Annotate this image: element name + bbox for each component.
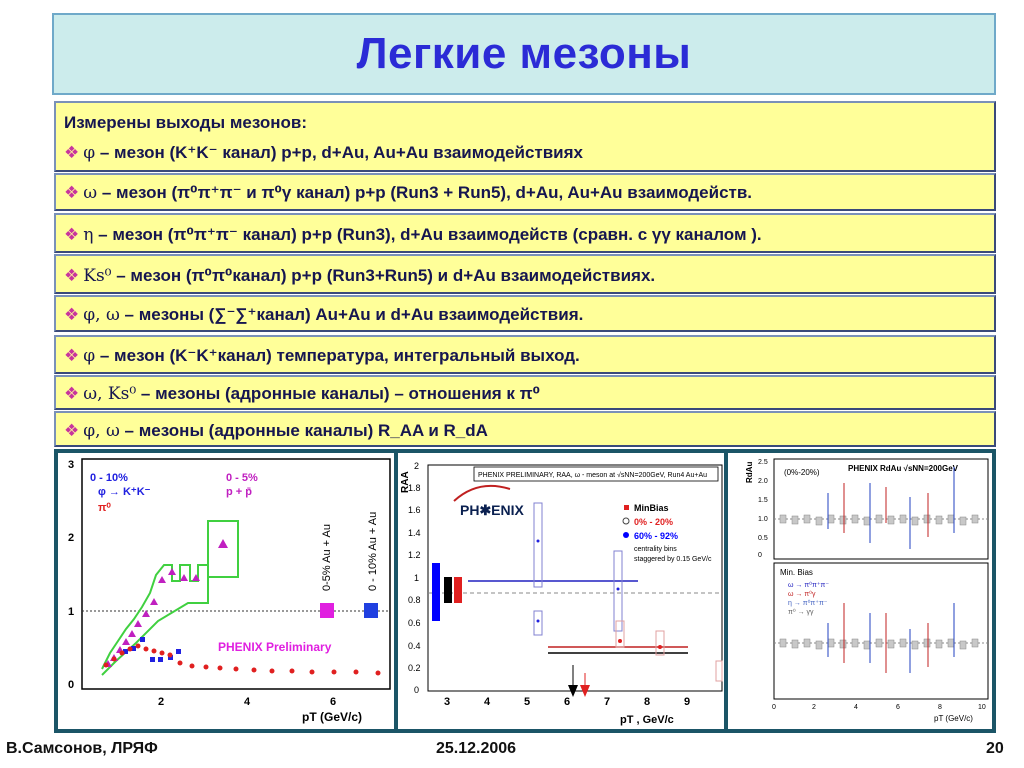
x-tick: 8	[644, 696, 651, 708]
list-item	[64, 225, 762, 245]
x-tick: 5	[524, 696, 531, 708]
intro-box	[54, 101, 996, 172]
item-box	[54, 375, 996, 410]
legend-phi: φ → K⁺K⁻	[98, 486, 151, 498]
y-tick: 0	[758, 552, 762, 559]
meson-symbol: η	[83, 225, 94, 245]
bullet-icon: ❖	[64, 266, 80, 285]
legend-peripheral: 60% - 92%	[634, 531, 679, 541]
bullet-icon: ❖	[64, 346, 80, 365]
item-text: – мезон (π⁰π⁺π⁻ канал) p+p (Run3), d+Au взаимодейств (сравн. с γγ каналом ).	[93, 225, 762, 244]
list-item	[64, 346, 580, 366]
item-box	[54, 173, 996, 211]
x-tick: 9	[684, 696, 691, 708]
y-tick: 2.0	[758, 478, 768, 485]
x-tick: 4	[484, 696, 491, 708]
list-item	[64, 266, 655, 286]
centrality-label: (0%-20%)	[784, 468, 820, 477]
rotated-label: 0-5% Au + Au	[321, 524, 333, 591]
bullet-icon: ❖	[64, 384, 80, 403]
list-item	[64, 421, 488, 441]
omega-raa-plot	[398, 453, 724, 729]
y-tick: 0.5	[758, 535, 768, 542]
y-tick: 2	[414, 461, 420, 471]
legend-entry: π⁰ → γγ	[788, 609, 814, 616]
y-tick: 0.8	[408, 595, 421, 605]
rotated-label: 0 - 10% Au + Au	[367, 511, 379, 591]
centrality-note: centrality bins	[634, 546, 677, 553]
slide-title: Легкие мезоны	[356, 29, 692, 78]
legend-pp-centrality: 0 - 5%	[226, 472, 258, 484]
x-tick: 3	[444, 696, 451, 708]
legend-entry: η → π⁰π⁺π⁻	[788, 600, 828, 607]
y-tick: 1.4	[408, 528, 421, 538]
x-tick: 6	[564, 696, 571, 708]
legend-entry: ω → π⁰γ	[788, 591, 816, 598]
x-tick: 4	[244, 696, 251, 708]
y-tick: 1	[414, 573, 420, 583]
x-tick: 10	[978, 704, 986, 711]
meson-symbol: ω, Ks⁰	[83, 384, 137, 404]
y-tick: 1.2	[408, 550, 421, 560]
legend-central: 0% - 20%	[634, 517, 674, 527]
item-box	[54, 411, 996, 447]
item-box	[54, 213, 996, 253]
y-tick: 0.4	[408, 641, 421, 651]
y-tick: 2	[68, 532, 75, 544]
item-box	[54, 295, 996, 332]
minbias-label: Min. Bias	[780, 568, 813, 577]
y-tick: 0	[68, 679, 75, 691]
y-tick: 0.2	[408, 663, 421, 673]
legend-centrality: 0 - 10%	[90, 472, 128, 484]
bullet-icon: ❖	[64, 225, 80, 244]
y-tick: 1.6	[408, 505, 421, 515]
y-axis-label: RAA	[400, 471, 411, 493]
item-text: – мезоны (адронные каналы) – отношения к π⁰	[136, 384, 541, 403]
bullet-icon: ❖	[64, 143, 80, 162]
legend-ppbar: p + p̄	[226, 486, 252, 498]
legend-entry: ω → π⁰π⁺π⁻	[788, 582, 830, 589]
item-text: – мезоны (адронные каналы) R_AA и R_dA	[119, 421, 488, 440]
meson-symbol: Ks⁰	[83, 266, 112, 286]
bullet-icon: ❖	[64, 421, 80, 440]
y-tick: 1.8	[408, 483, 421, 493]
list-item	[64, 305, 583, 325]
stagger-note: staggered by 0.15 GeV/c	[634, 556, 712, 563]
y-tick: 1.0	[758, 516, 768, 523]
rdau-plot	[728, 453, 992, 729]
y-tick: 3	[68, 459, 75, 471]
x-tick: 2	[812, 704, 816, 711]
footer-date: 25.12.2006	[436, 740, 517, 757]
item-text: – мезон (K⁺K⁻ канал) p+p, d+Au, Au+Au взаимодействиях	[95, 143, 583, 162]
x-tick: 6	[896, 704, 900, 711]
list-item	[64, 143, 583, 163]
y-tick: 1	[68, 606, 75, 618]
intro-text: Измерены выходы мезонов:	[64, 113, 308, 132]
item-text: – мезон (π⁰π⁰канал) p+p (Run3+Run5) и d+Au взаимодействиях.	[111, 266, 656, 285]
x-axis-label: pT (GeV/c)	[934, 714, 973, 723]
bullet-icon: ❖	[64, 183, 80, 202]
preliminary-label: PHENIX Preliminary	[218, 640, 332, 654]
meson-symbol: φ	[83, 143, 96, 163]
item-text: – мезоны (∑⁻∑⁺канал) Au+Au и d+Au взаимодействия.	[119, 305, 584, 324]
y-tick: 2.5	[758, 459, 768, 466]
meson-symbol: ω	[83, 183, 98, 203]
x-tick: 2	[158, 696, 165, 708]
y-tick: 0.6	[408, 618, 421, 628]
legend-minbias: MinBias	[634, 503, 669, 513]
y-tick: 0	[414, 685, 420, 695]
meson-symbol: φ, ω	[83, 421, 120, 441]
figures-panel	[54, 449, 996, 733]
y-tick: 1.5	[758, 497, 768, 504]
x-tick: 0	[772, 704, 776, 711]
x-tick: 7	[604, 696, 611, 708]
list-item	[64, 183, 752, 203]
title-box	[52, 13, 996, 95]
x-tick: 8	[938, 704, 942, 711]
list-item	[64, 384, 540, 404]
bullet-icon: ❖	[64, 305, 80, 324]
footer-author: В.Самсонов, ЛРЯФ	[6, 740, 158, 757]
item-text: – мезон (K⁻K⁺канал) температура, интегральный выход.	[95, 346, 580, 365]
meson-symbol: φ	[83, 346, 96, 366]
x-tick: 4	[854, 704, 858, 711]
phi-yield-ratio-plot	[58, 453, 394, 729]
item-text: – мезон (π⁰π⁺π⁻ и π⁰γ канал) p+p (Run3 + Run5), d+Au, Au+Au взаимодейств.	[97, 183, 753, 202]
x-axis-label: pT , GeV/c	[620, 714, 674, 726]
plot-header: PHENIX RdAu √sNN=200GeV	[848, 464, 958, 473]
phenix-logo: PH✱ENIX	[460, 502, 524, 518]
item-box	[54, 254, 996, 294]
item-box	[54, 335, 996, 374]
x-tick: 6	[330, 696, 337, 708]
legend-pi0: π⁰	[98, 502, 111, 514]
meson-symbol: φ, ω	[83, 305, 120, 325]
page-number: 20	[986, 740, 1004, 757]
plot-header: PHENIX PRELIMINARY, RAA, ω - meson at √sNN=200GeV, Run4 Au+Au	[478, 472, 708, 479]
x-axis-label: pT (GeV/c)	[302, 710, 363, 724]
y-axis-label: RdAu	[745, 461, 754, 483]
